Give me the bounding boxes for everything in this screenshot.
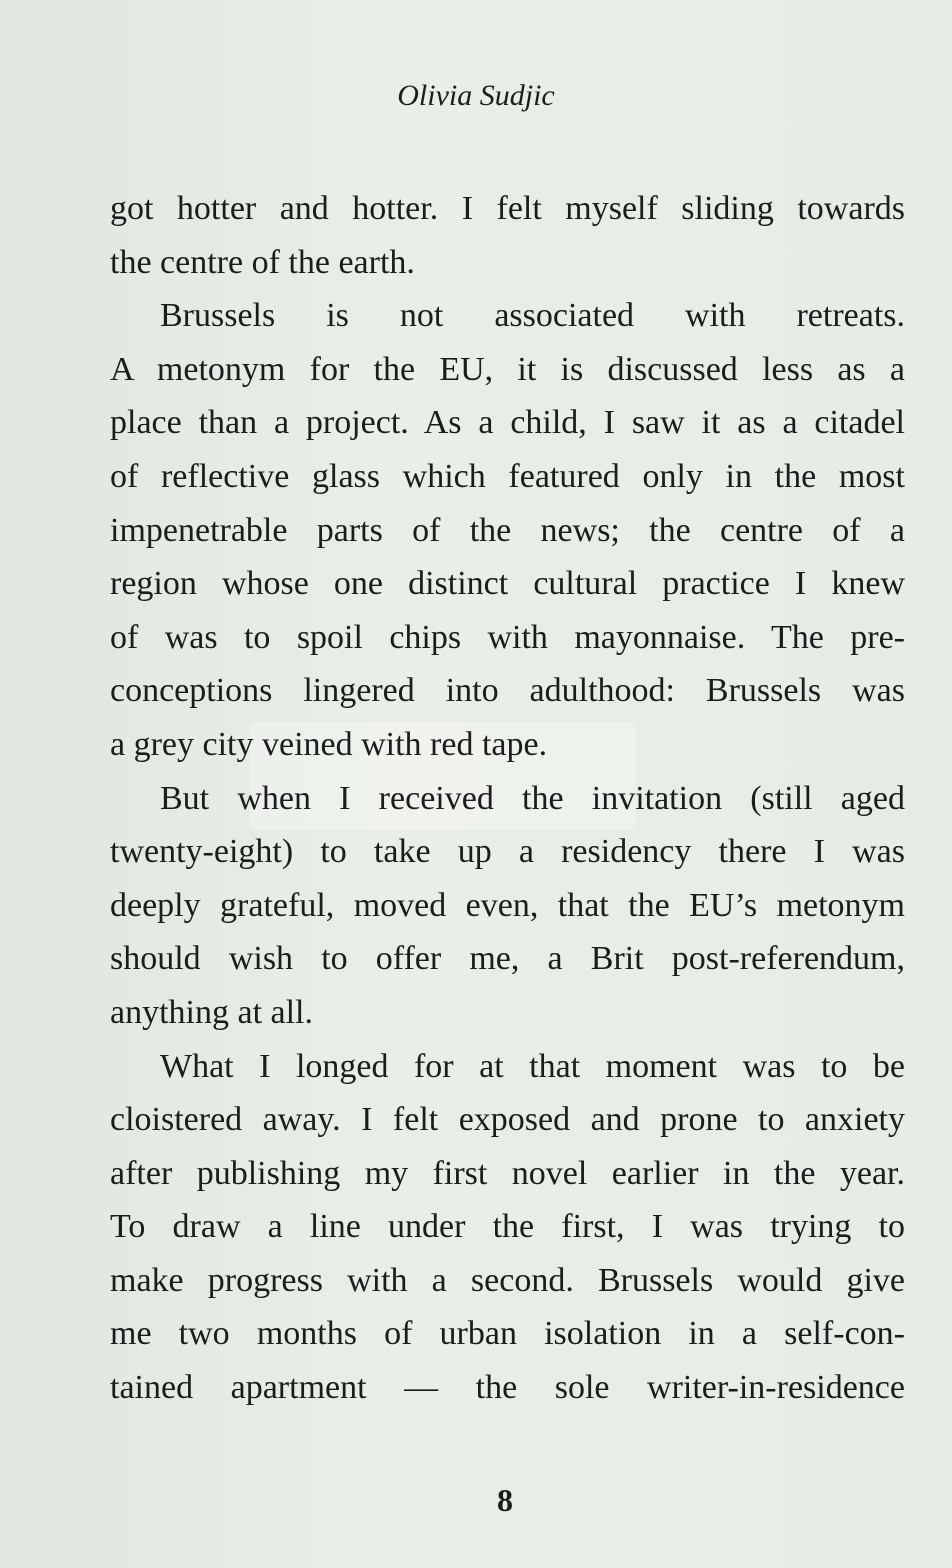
text-line: place than a project. As a child, I saw it as a citadel bbox=[110, 404, 905, 442]
text-line: the centre of the earth. bbox=[110, 243, 415, 281]
text-line: tained apartment — the sole writer-in-residence bbox=[110, 1369, 905, 1407]
text-line: But when I received the invitation (still aged bbox=[160, 779, 905, 817]
text-line: To draw a line under the first, I was trying to bbox=[110, 1208, 905, 1246]
author-name: Olivia Sudjic bbox=[397, 79, 555, 112]
text-line: after publishing my first novel earlier in the year. bbox=[110, 1154, 905, 1192]
text-line: deeply grateful, moved even, that the EU’s metonym bbox=[110, 886, 905, 924]
text-line: impenetrable parts of the news; the centre of a bbox=[110, 511, 905, 549]
text-line: twenty-eight) to take up a residency there I was bbox=[110, 833, 905, 871]
text-line: anything at all. bbox=[110, 993, 314, 1031]
text-line: me two months of urban isolation in a self-con- bbox=[110, 1315, 905, 1353]
text-line: of was to spoil chips with mayonnaise. The pre- bbox=[110, 618, 905, 656]
text-line: should wish to offer me, a Brit post-referendum, bbox=[110, 940, 905, 978]
text-line: cloistered away. I felt exposed and prone to anxiety bbox=[110, 1101, 905, 1139]
page-number: 8 bbox=[497, 1482, 513, 1518]
body-text bbox=[110, 182, 905, 1415]
text-line: make progress with a second. Brussels would give bbox=[110, 1261, 905, 1299]
text-line: A metonym for the EU, it is discussed less as a bbox=[110, 350, 905, 388]
running-header bbox=[30, 74, 952, 118]
text-line: Brussels is not associated with retreats. bbox=[160, 297, 905, 335]
text-line: region whose one distinct cultural practice I knew bbox=[110, 565, 905, 603]
text-line: What I longed for at that moment was to be bbox=[160, 1047, 905, 1085]
text-line: of reflective glass which featured only in the most bbox=[110, 457, 905, 495]
text-line: conceptions lingered into adulthood: Brussels was bbox=[110, 672, 905, 710]
text-line: a grey city veined with red tape. bbox=[110, 725, 548, 763]
text-line: got hotter and hotter. I felt myself sliding towards bbox=[110, 190, 905, 227]
